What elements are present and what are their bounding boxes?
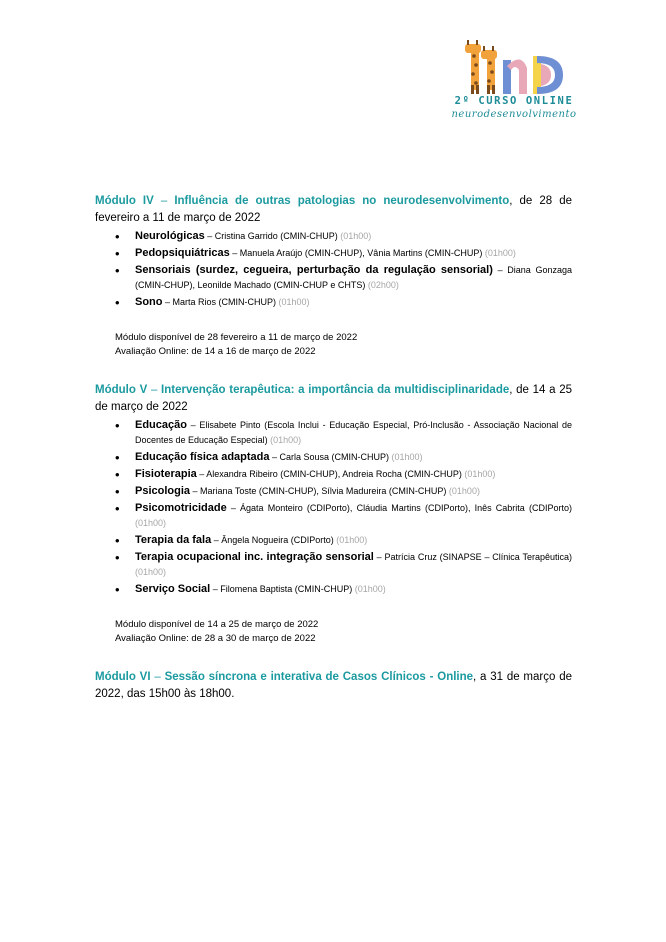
list-item: • Neurológicas – Cristina Garrido (CMIN-CHUP) (01h00) [135, 229, 572, 244]
evaluation-text: Avaliação Online: de 14 a 16 de março de 2022 [115, 346, 316, 357]
letter-d-icon [533, 56, 563, 94]
list-item: • Educação – Elisabete Pinto (Escola Inclui - Educação Especial, Pró-Inclusão - Associação Nacional de Docentes de Educação Especial) (01h00) [135, 418, 572, 448]
session-list [95, 229, 572, 310]
module-v [95, 382, 572, 646]
giraffe-left-icon [465, 40, 481, 94]
logo-title: 2º CURSO ONLINE [454, 95, 574, 107]
list-item: • Psicologia – Mariana Toste (CMIN-CHUP), Sílvia Madureira (CMIN-CHUP) (01h00) [135, 484, 572, 499]
list-item: • Serviço Social – Filomena Baptista (CMIN-CHUP) (01h00) [135, 582, 572, 597]
module-dates: , de 14 a 25 de março de 2022 [95, 384, 572, 413]
program-content [95, 193, 572, 703]
list-item: • Pedopsiquiátricas – Manuela Araújo (CMIN-CHUP), Vânia Martins (CMIN-CHUP) (01h00) [135, 246, 572, 261]
course-logo [449, 40, 579, 130]
module-iv [95, 193, 572, 359]
list-item: • Sensoriais (surdez, cegueira, perturbação da regulação sensorial) – Diana Gonzaga (CMIN-CHUP), Leonilde Machado (CMIN-CHUP e CHTS) (02h00) [135, 263, 572, 293]
list-item: • Terapia da fala – Ângela Nogueira (CDIPorto) (01h00) [135, 533, 572, 548]
module-title: Módulo VI – Sessão síncrona e interativa de Casos Clínicos - Online [95, 671, 474, 683]
module-vi [95, 669, 572, 703]
module-availability [115, 331, 572, 359]
session-list [95, 418, 572, 597]
module-title: Módulo V – Intervenção terapêutica: a importância da multidisciplinaridade [95, 384, 510, 396]
evaluation-text: Avaliação Online: de 28 a 30 de março de 2022 [115, 633, 316, 644]
availability-text: Módulo disponível de 28 fevereiro a 11 de março de 2022 [115, 332, 358, 343]
letter-n-icon [503, 59, 527, 94]
list-item: • Terapia ocupacional inc. integração sensorial – Patrícia Cruz (SINAPSE – Clínica Terapêutica) (01h00) [135, 550, 572, 580]
module-dates: , a 31 de março de 2022, das 15h00 às 18h00. [95, 671, 572, 700]
list-item: • Psicomotricidade – Ágata Monteiro (CDIPorto), Cláudia Martins (CDIPorto), Inês Cabrita (CDIPorto) (01h00) [135, 501, 572, 531]
list-item: • Educação física adaptada – Carla Sousa (CMIN-CHUP) (01h00) [135, 450, 572, 465]
list-item: • Sono – Marta Rios (CMIN-CHUP) (01h00) [135, 295, 572, 310]
module-availability [115, 618, 572, 646]
availability-text: Módulo disponível de 14 a 25 de março de 2022 [115, 619, 319, 630]
logo-subtitle: neurodesenvolvimento [451, 109, 577, 120]
list-item: • Fisioterapia – Alexandra Ribeiro (CMIN-CHUP), Andreia Rocha (CMIN-CHUP) (01h00) [135, 467, 572, 482]
giraffe-right-icon [481, 46, 497, 94]
giraffe-logo-icon [449, 40, 579, 95]
module-heading [95, 193, 572, 227]
module-heading [95, 382, 572, 416]
module-title: Módulo IV – Influência de outras patologias no neurodesenvolvimento [95, 195, 510, 207]
module-heading [95, 669, 572, 703]
module-dates: , de 28 de fevereiro a 11 de março de 2022 [95, 195, 572, 224]
